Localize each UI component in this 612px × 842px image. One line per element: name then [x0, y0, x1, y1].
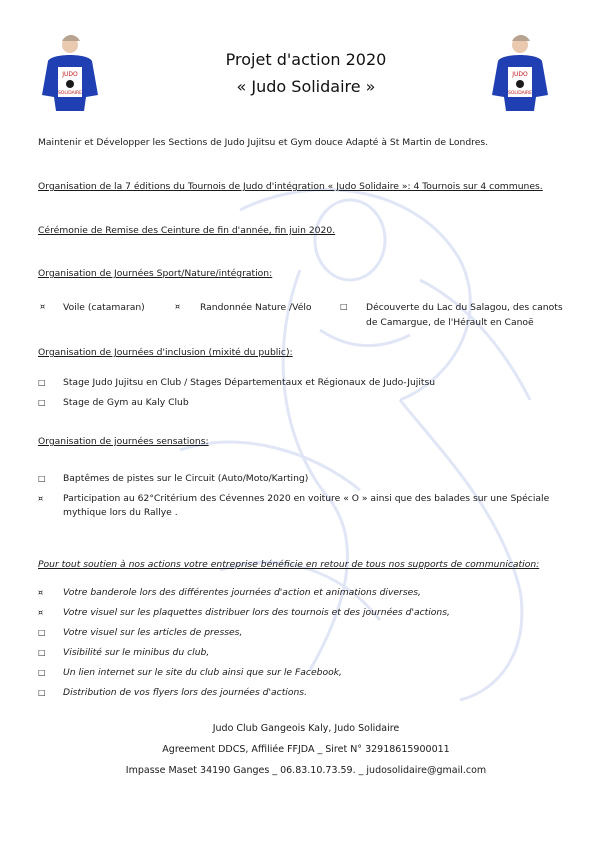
list-item-continuation: mythique lors du Rallye . [63, 507, 178, 518]
bullet-icon: □ [38, 378, 46, 387]
list-item: Votre visuel sur les articles de presses, [63, 627, 243, 638]
list-item: Stage Judo Jujitsu en Club / Stages Départementaux et Régionaux de Judo-Jujitsu [63, 377, 436, 388]
bullet-icon: □ [38, 668, 46, 677]
bullet-icon: ¤ [175, 302, 181, 311]
list-item: Un lien internet sur le site du club ainsi que sur le Facebook, [63, 667, 342, 678]
bullet-icon: □ [38, 648, 46, 657]
list-item: Stage de Gym au Kaly Club [63, 397, 189, 408]
section-heading-support: Pour tout soutien à nos actions votre entreprise bénéficie en retour de tous nos supports de communication: [38, 559, 540, 570]
list-item: Votre visuel sur les plaquettes distribuer lors des tournois et des journées d'actions, [63, 607, 450, 618]
logo-text-bottom: SOLIDAIRE [508, 91, 532, 96]
footer-contact: Impasse Maset 34190 Ganges _ 06.83.10.73.59. _ judosolidaire@gmail.com [125, 765, 487, 776]
bullet-icon: □ [38, 474, 46, 483]
list-item: Voile (catamaran) [63, 302, 145, 313]
list-item: Distribution de vos flyers lors des journées d'actions. [63, 687, 308, 698]
page-subtitle: « Judo Solidaire » [236, 77, 376, 96]
list-item: Votre banderole lors des différentes journées d'action et animations diverses, [63, 587, 421, 598]
bullet-icon: □ [38, 398, 46, 407]
logo-text-top: JUDO [62, 71, 78, 78]
bullet-icon: ¤ [38, 608, 44, 617]
page-title: Projet d'action 2020 [225, 50, 387, 69]
logo-text-top: JUDO [512, 71, 528, 78]
bullet-icon: ¤ [38, 494, 44, 503]
section-heading-inclusion: Organisation de Journées d'inclusion (mixité du public): [38, 347, 293, 358]
bullet-icon: ¤ [40, 302, 46, 311]
list-item-continuation: de Camargue, de l'Hérault en Canoë [366, 317, 534, 328]
logo-text-bottom: SOLIDAIRE [58, 91, 82, 96]
bullet-icon: □ [38, 688, 46, 697]
list-item: Participation au 62°Critérium des Cévennes 2020 en voiture « O » ainsi que des balades sur une Spéciale [63, 493, 550, 504]
bullet-icon: □ [38, 628, 46, 637]
list-item: Randonnée Nature /Vélo [200, 302, 312, 313]
judo-logo-right [490, 33, 550, 113]
list-item: Visibilité sur le minibus du club, [63, 647, 210, 658]
bullet-icon: ¤ [38, 588, 44, 597]
paragraph-tournois: Organisation de la 7 éditions du Tournois de Judo d'intégration « Judo Solidaire »: 4 Tournois sur 4 communes. [38, 181, 543, 192]
judo-logo-left [40, 33, 100, 113]
list-item: Baptêmes de pistes sur le Circuit (Auto/Moto/Karting) [63, 473, 309, 484]
bullet-icon: □ [340, 302, 348, 311]
paragraph-ceremonie: Cérémonie de Remise des Ceinture de fin d'année, fin juin 2020. [38, 225, 336, 236]
section-heading-sensations: Organisation de journées sensations: [38, 436, 209, 447]
list-item: Découverte du Lac du Salagou, des canots [366, 302, 563, 313]
footer-club-name: Judo Club Gangeois Kaly, Judo Solidaire [212, 723, 400, 734]
paragraph-sections: Maintenir et Développer les Sections de Judo Jujitsu et Gym douce Adapté à St Martin de Londres. [38, 137, 489, 148]
footer-agreement: Agreement DDCS, Affiliée FFJDA _ Siret N° 32918615900011 [162, 744, 450, 755]
section-heading-sport: Organisation de Journées Sport/Nature/intégration: [38, 268, 273, 279]
